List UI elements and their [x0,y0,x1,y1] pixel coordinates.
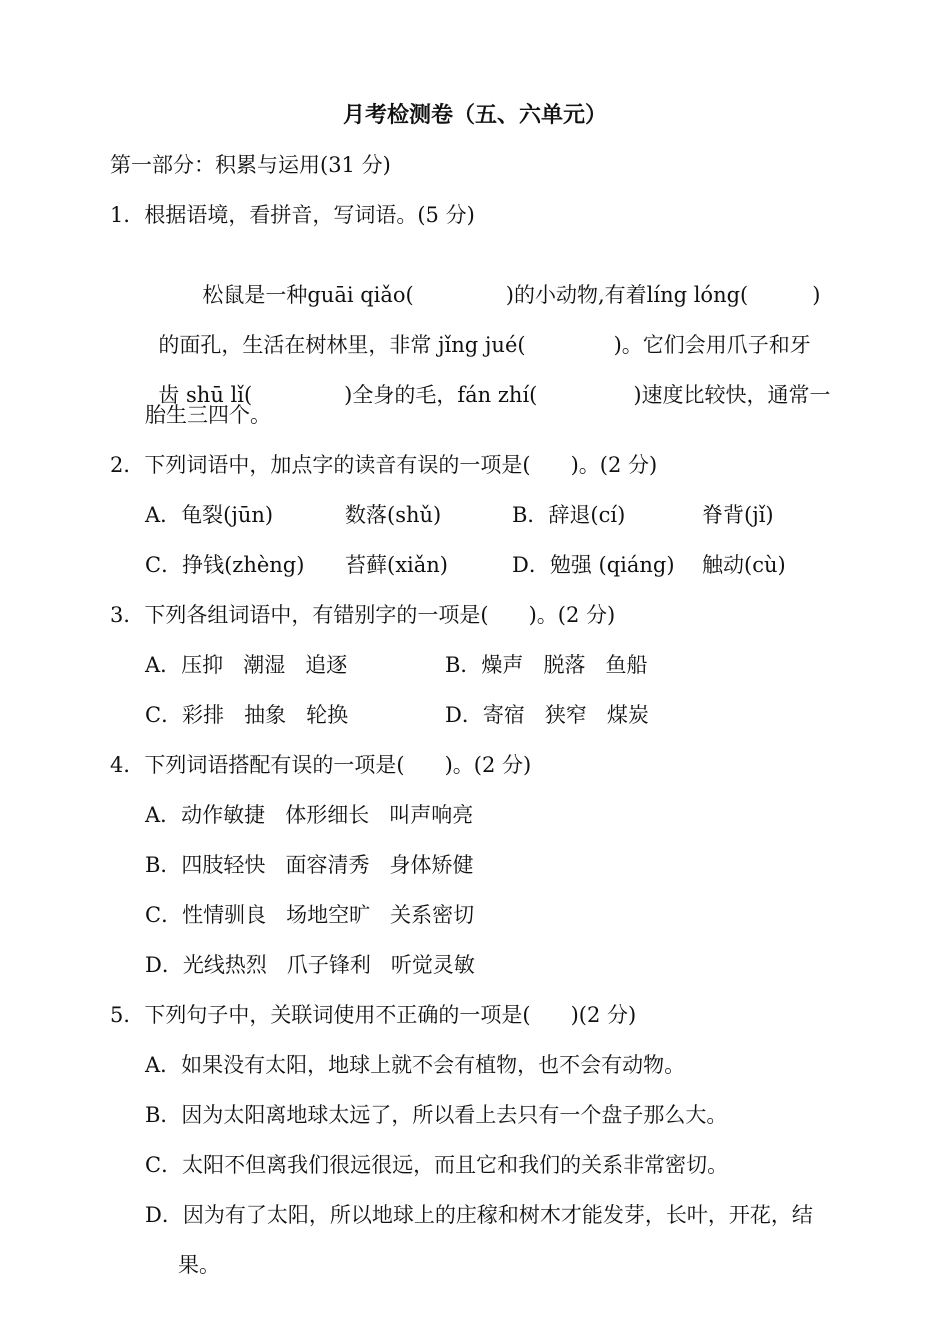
q1-text: )速度比较快，通常一 [633,383,831,407]
q3-option-a[interactable]: A．压抑 潮湿 追逐 [145,653,348,677]
q2-option-c-word2: 苔藓(xiǎn) [345,553,448,577]
q5-stem: 5．下列句子中，关联词使用不正确的一项是( )(2 分) [110,1003,637,1027]
q1-text: )全身的毛，fán zhí( [344,383,538,407]
q5-option-c[interactable]: C．太阳不但离我们很远很远，而且它和我们的关系非常密切。 [145,1153,729,1177]
q1-text: ) [812,283,821,307]
q2-option-b[interactable]: B．辞退(cí) [512,503,626,527]
q1-text: 齿 shū lǐ( [158,383,253,407]
q2-stem: 2．下列词语中，加点字的读音有误的一项是( )。(2 分) [110,453,658,477]
q1-line4: 胎生三四个。 [145,403,271,427]
q4-option-b[interactable]: B．四肢轻快 面容清秀 身体矫健 [145,853,474,877]
q1-text: )的小动物,有着líng lóng( [505,283,749,307]
q2-option-c[interactable]: C．挣钱(zhèng) [145,553,305,577]
q4-option-d[interactable]: D．光线热烈 爪子锋利 听觉灵敏 [145,953,475,977]
page-title: 月考检测卷（五、六单元） [342,102,607,128]
q3-option-d[interactable]: D．寄宿 狭窄 煤炭 [445,703,649,727]
q3-option-c[interactable]: C．彩排 抽象 轮换 [145,703,349,727]
q2-option-a-word2: 数落(shǔ) [345,503,442,527]
q4-stem: 4．下列词语搭配有误的一项是( )。(2 分) [110,753,532,777]
q5-option-b[interactable]: B．因为太阳离地球太远了，所以看上去只有一个盘子那么大。 [145,1103,728,1127]
q4-option-c[interactable]: C．性情驯良 场地空旷 关系密切 [145,903,475,927]
q2-option-d-word2: 触动(cù) [702,553,786,577]
q2-option-d[interactable]: D．勉强 (qiáng) [512,553,675,577]
q5-option-a[interactable]: A．如果没有太阳，地球上就不会有植物，也不会有动物。 [145,1053,686,1077]
q5-option-d-continued: 果。 [178,1253,220,1277]
q1-text: 的面孔，生活在树林里，非常 jǐng jué( [158,333,526,357]
q3-option-b[interactable]: B．燥声 脱落 鱼船 [445,653,648,677]
q1-text: )。它们会用爪子和牙 [613,333,811,357]
q3-stem: 3．下列各组词语中，有错别字的一项是( )。(2 分) [110,603,616,627]
q4-option-a[interactable]: A．动作敏捷 体形细长 叫声响亮 [145,803,474,827]
q1-text: 松鼠是一种guāi qiǎo( [202,283,414,307]
q2-option-a[interactable]: A．龟裂(jūn) [145,503,274,527]
q1-stem: 1．根据语境，看拼音，写词语。(5 分) [110,203,475,227]
q5-option-d[interactable]: D．因为有了太阳，所以地球上的庄稼和树木才能发芽，长叶，开花，结 [145,1203,813,1227]
part-heading: 第一部分：积累与运用(31 分) [110,153,391,177]
q2-option-b-word2: 脊背(jǐ) [702,503,774,527]
